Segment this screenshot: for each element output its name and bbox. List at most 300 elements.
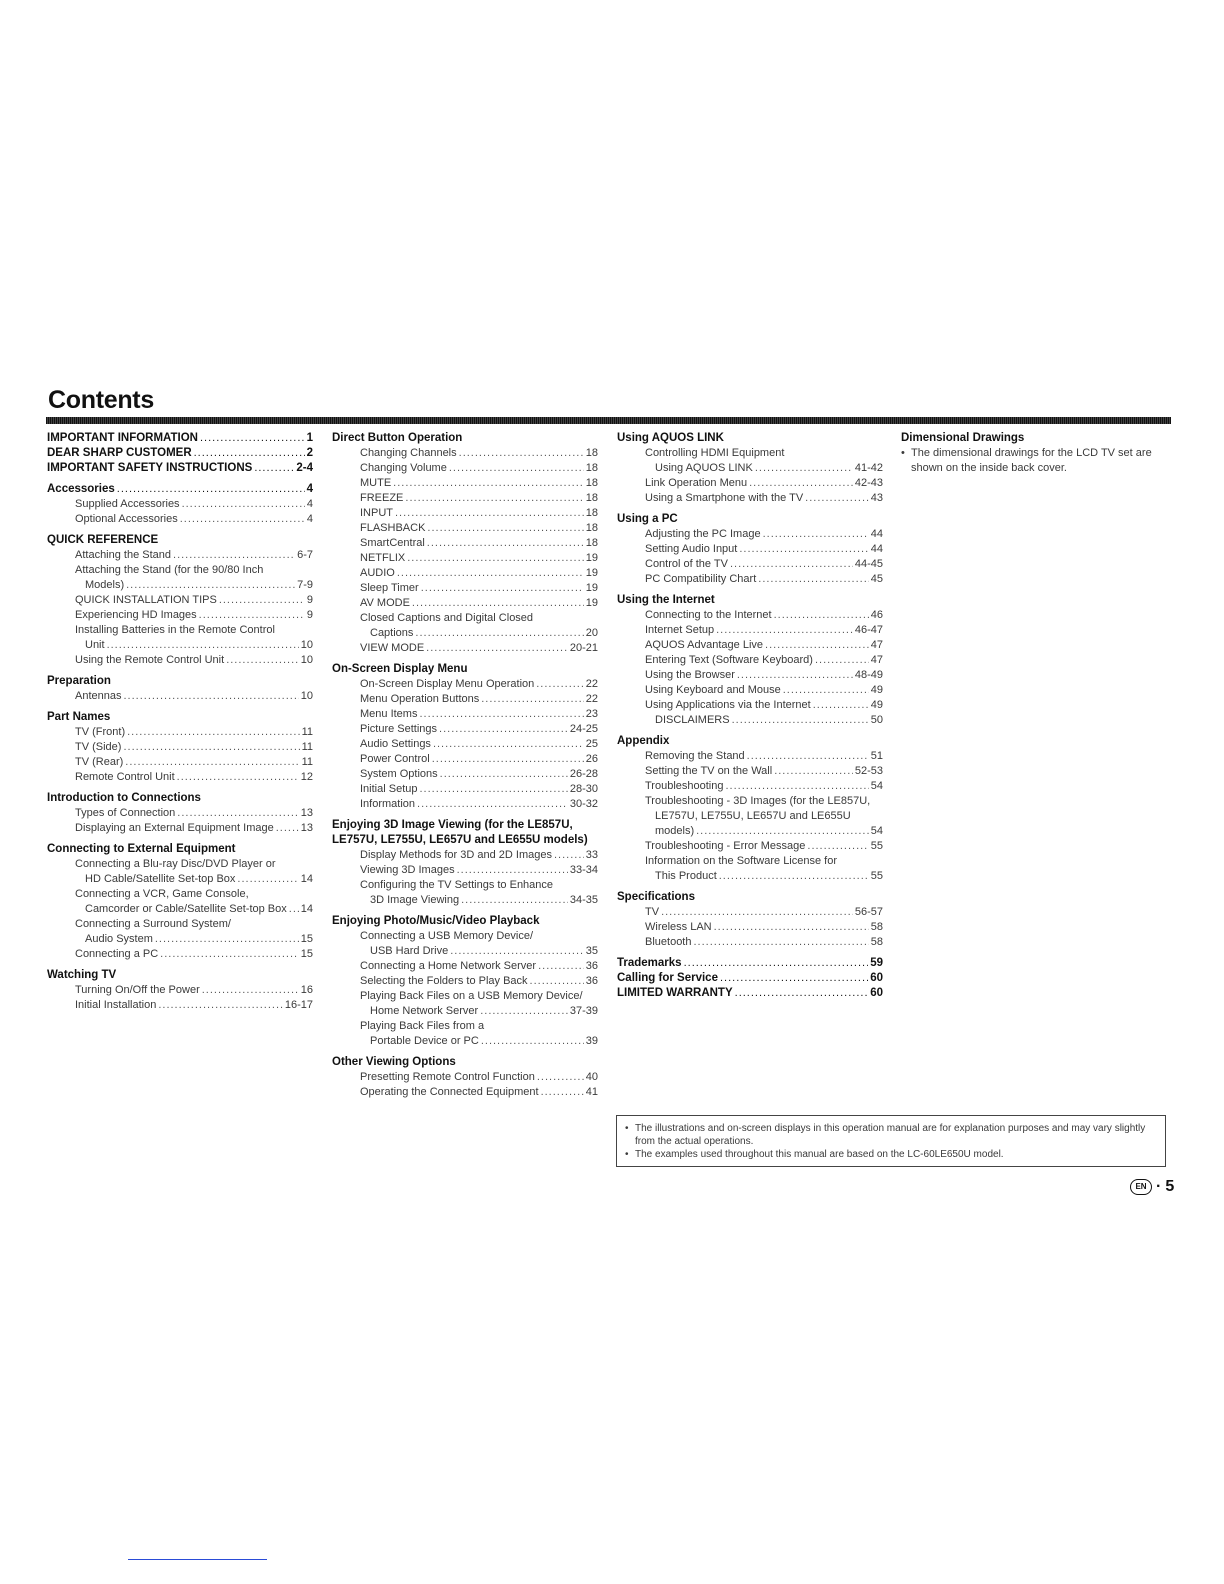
toc-entry[interactable] <box>47 638 313 653</box>
section-heading: Other Viewing Options <box>332 1056 456 1068</box>
toc-entry[interactable] <box>617 638 883 653</box>
toc-entry-title: Wireless LAN <box>645 921 712 933</box>
toc-entry-page: 30-32 <box>569 798 598 810</box>
section-heading: Introduction to Connections <box>47 792 201 804</box>
toc-entry-title: Using the Remote Control Unit <box>75 654 225 666</box>
toc-entry[interactable] <box>47 806 313 821</box>
toc-entry-title: TV (Front) <box>75 726 126 738</box>
toc-leader-dots <box>755 461 853 476</box>
toc-entry-title: Sleep Timer <box>360 582 419 594</box>
toc-entry-title: Changing Channels <box>360 447 457 459</box>
toc-entry[interactable] <box>332 848 598 863</box>
toc-section <box>332 1055 598 1100</box>
toc-entry-page: 15 <box>300 933 313 945</box>
toc-entry-page: 36 <box>585 975 598 987</box>
toc-entry[interactable] <box>617 764 883 779</box>
toc-entry-page: 24-25 <box>569 723 598 735</box>
toc-entry-title: DEAR SHARP CUSTOMER <box>47 447 192 459</box>
toc-entry-title: Remote Control Unit <box>75 771 175 783</box>
toc-entry[interactable] <box>617 779 883 794</box>
toc-entry-title: AV MODE <box>360 597 410 609</box>
toc-leader-dots <box>421 581 584 596</box>
toc-entry-title: Using a Smartphone with the TV <box>645 492 804 504</box>
toc-section <box>617 431 883 506</box>
toc-entry-page: 36 <box>585 960 598 972</box>
toc-entry-title: DISCLAIMERS <box>655 714 730 726</box>
toc-entry-title: Controlling HDMI Equipment <box>645 447 785 459</box>
toc-entry-title: Setting Audio Input <box>645 543 738 555</box>
section-heading: LE757U, LE755U, LE657U and LE655U models) <box>332 834 588 846</box>
toc-entry-title: PC Compatibility Chart <box>645 573 757 585</box>
toc-entry-title: Displaying an External Equipment Image <box>75 822 274 834</box>
toc-entry-title: Audio Settings <box>360 738 431 750</box>
toc-leader-dots <box>693 935 868 950</box>
section-heading: Appendix <box>617 735 670 747</box>
toc-entry[interactable] <box>332 1085 598 1100</box>
toc-entry-title: Accessories <box>47 483 115 495</box>
toc-leader-dots <box>735 986 869 1001</box>
toc-leader-dots <box>219 593 305 608</box>
toc-entry[interactable] <box>47 431 313 446</box>
toc-entry[interactable] <box>617 476 883 491</box>
toc-entry[interactable] <box>47 578 313 593</box>
toc-entry-page: 56-57 <box>854 906 883 918</box>
toc-entry[interactable] <box>617 683 883 698</box>
toc-entry-title: Link Operation Menu <box>645 477 748 489</box>
toc-entry-title: Installing Batteries in the Remote Control <box>75 624 275 636</box>
toc-entry-page: 11 <box>301 741 313 753</box>
toc-entry[interactable] <box>47 608 313 623</box>
toc-entry[interactable] <box>617 572 883 587</box>
toc-entry[interactable] <box>47 653 313 668</box>
toc-entry[interactable] <box>332 707 598 722</box>
toc-leader-dots <box>815 653 869 668</box>
section-heading: Using AQUOS LINK <box>617 432 724 444</box>
toc-entry[interactable] <box>332 767 598 782</box>
toc-entry[interactable] <box>332 959 598 974</box>
toc-leader-dots <box>407 551 584 566</box>
toc-entry-title: Setting the TV on the Wall <box>645 765 773 777</box>
toc-entry[interactable] <box>617 461 883 476</box>
toc-entry[interactable] <box>617 491 883 506</box>
toc-leader-dots <box>158 998 283 1013</box>
toc-entry-page: 14 <box>300 903 313 915</box>
toc-leader-dots <box>554 848 584 863</box>
toc-entry-title: Picture Settings <box>360 723 438 735</box>
toc-entry-title: TV (Side) <box>75 741 122 753</box>
toc-entry[interactable] <box>617 653 883 668</box>
toc-entry-title: Antennas <box>75 690 122 702</box>
toc-entry[interactable] <box>617 935 883 950</box>
notes-box <box>616 1115 1166 1167</box>
toc-entry[interactable] <box>617 920 883 935</box>
toc-leader-dots <box>481 1034 584 1049</box>
toc-entry-title: Closed Captions and Digital Closed <box>360 612 534 624</box>
toc-entry[interactable] <box>332 626 598 641</box>
toc-entry-title: Experiencing HD Images <box>75 609 197 621</box>
toc-entry[interactable] <box>332 551 598 566</box>
toc-entry-page: 49 <box>870 699 883 711</box>
toc-entry-page: 60 <box>870 972 883 984</box>
toc-leader-dots <box>763 527 869 542</box>
toc-entry-page: 42-43 <box>854 477 883 489</box>
toc-leader-dots <box>123 740 299 755</box>
toc-entry[interactable] <box>332 677 598 692</box>
toc-section <box>47 842 313 962</box>
toc-entry-title: Menu Items <box>360 708 418 720</box>
toc-entry[interactable] <box>332 863 598 878</box>
toc-section <box>47 482 313 527</box>
toc-entry-page: 16 <box>300 984 313 996</box>
toc-leader-dots <box>696 824 869 839</box>
toc-entry[interactable] <box>47 770 313 785</box>
toc-leader-dots <box>714 920 869 935</box>
toc-entry-title: Using Keyboard and Mouse <box>645 684 781 696</box>
toc-leader-dots <box>177 806 298 821</box>
toc-leader-dots <box>419 707 583 722</box>
toc-leader-dots <box>173 548 295 563</box>
toc-leader-dots <box>126 578 295 593</box>
toc-entry-title: Connecting a USB Memory Device/ <box>360 930 534 942</box>
toc-entry[interactable] <box>47 446 313 461</box>
toc-entry-title: Viewing 3D Images <box>360 864 455 876</box>
toc-leader-dots <box>536 677 584 692</box>
toc-leader-dots <box>226 653 299 668</box>
section-heading: QUICK REFERENCE <box>47 534 159 546</box>
toc-section <box>47 674 313 704</box>
toc-entry-page: 13 <box>300 807 313 819</box>
toc-leader-dots <box>716 623 853 638</box>
toc-entry-title: SmartCentral <box>360 537 425 549</box>
toc-entry-title: Initial Installation <box>75 999 157 1011</box>
toc-entry-page: 9 <box>306 609 313 621</box>
toc-entry-title: Internet Setup <box>645 624 715 636</box>
toc-entry[interactable] <box>332 581 598 596</box>
toc-entry[interactable] <box>617 749 883 764</box>
toc-section <box>332 914 598 1049</box>
toc-leader-dots <box>758 572 868 587</box>
toc-entry-page: 25 <box>585 738 598 750</box>
toc-entry[interactable] <box>617 527 883 542</box>
toc-entry[interactable] <box>47 497 313 512</box>
toc-entry[interactable] <box>47 512 313 527</box>
toc-entry[interactable] <box>47 902 313 917</box>
toc-leader-dots <box>749 476 853 491</box>
toc-entry[interactable] <box>617 623 883 638</box>
toc-entry[interactable] <box>617 986 883 1001</box>
toc-entry-page: 33-34 <box>569 864 598 876</box>
toc-entry[interactable] <box>332 641 598 656</box>
toc-leader-dots <box>427 521 583 536</box>
toc-leader-dots <box>417 797 568 812</box>
toc-entry[interactable] <box>332 752 598 767</box>
toc-leader-dots <box>739 542 868 557</box>
toc-leader-dots <box>461 893 568 908</box>
toc-entry-title: Initial Setup <box>360 783 418 795</box>
toc-leader-dots <box>737 668 853 683</box>
toc-leader-dots <box>393 476 584 491</box>
toc-leader-dots <box>199 608 305 623</box>
toc-leader-dots <box>661 905 853 920</box>
toc-leader-dots <box>182 497 305 512</box>
toc-entry-title: Information on the Software License for <box>645 855 837 867</box>
toc-entry-page: 58 <box>870 921 883 933</box>
toc-entry-title: Presetting Remote Control Function <box>360 1071 535 1083</box>
toc-leader-dots <box>177 770 299 785</box>
page-number-value: 5 <box>1165 1178 1175 1195</box>
toc-entry-title: FREEZE <box>360 492 404 504</box>
toc-leader-dots <box>412 596 584 611</box>
toc-entry-page: 55 <box>870 840 883 852</box>
toc-entry-title: AQUOS Advantage Live <box>645 639 764 651</box>
toc-entry[interactable] <box>332 692 598 707</box>
toc-entry-title: AUDIO <box>360 567 395 579</box>
toc-entry[interactable] <box>617 839 883 854</box>
toc-entry-title: TV (Rear) <box>75 756 124 768</box>
toc-leader-dots <box>747 749 869 764</box>
toc-leader-dots <box>415 626 583 641</box>
toc-entry[interactable] <box>47 725 313 740</box>
toc-entry[interactable] <box>332 1070 598 1085</box>
toc-entry[interactable] <box>332 446 598 461</box>
toc-entry-title: Unit <box>85 639 105 651</box>
toc-entry[interactable] <box>332 944 598 959</box>
section-heading: Direct Button Operation <box>332 432 463 444</box>
toc-entry[interactable] <box>47 821 313 836</box>
page-number <box>1130 1178 1174 1196</box>
toc-leader-dots <box>541 1085 584 1100</box>
toc-leader-dots <box>450 944 584 959</box>
toc-entry-title: Models) <box>85 579 125 591</box>
toc-section <box>332 662 598 812</box>
toc-entry-page: 52-53 <box>854 765 883 777</box>
toc-entry-title: Menu Operation Buttons <box>360 693 480 705</box>
toc-entry[interactable] <box>47 872 313 887</box>
toc-leader-dots <box>807 839 868 854</box>
toc-entry[interactable] <box>332 536 598 551</box>
toc-entry-page: 26 <box>585 753 598 765</box>
toc-entry-title: Connecting a Home Network Server <box>360 960 537 972</box>
toc-section <box>47 791 313 836</box>
toc-entry-title: Optional Accessories <box>75 513 178 525</box>
toc-entry[interactable] <box>617 869 883 884</box>
toc-entry-page: 18 <box>585 477 598 489</box>
page-title: Contents <box>48 386 154 414</box>
toc-entry-page: 48-49 <box>854 669 883 681</box>
toc-entry-title: 3D Image Viewing <box>370 894 460 906</box>
toc-entry-title: Bluetooth <box>645 936 692 948</box>
toc-entry-title: Playing Back Files from a <box>360 1020 485 1032</box>
toc-leader-dots <box>432 752 584 767</box>
toc-entry-title: Information <box>360 798 416 810</box>
toc-entry-page: 19 <box>585 582 598 594</box>
toc-entry-page: 20 <box>585 627 598 639</box>
toc-entry-page: 6-7 <box>297 549 313 561</box>
toc-entry[interactable] <box>617 956 883 971</box>
toc-entry-page: 47 <box>870 639 883 651</box>
toc-entry-page: 9 <box>306 594 313 606</box>
toc-entry[interactable] <box>332 893 598 908</box>
toc-leader-dots <box>805 491 869 506</box>
toc-entry[interactable] <box>47 983 313 998</box>
page-dot: · <box>1156 1178 1162 1195</box>
toc-section <box>332 818 598 908</box>
section-heading: Watching TV <box>47 969 117 981</box>
toc-entry[interactable] <box>617 824 883 839</box>
toc-entry-title: Configuring the TV Settings to Enhance <box>360 879 554 891</box>
toc-leader-dots <box>237 872 298 887</box>
toc-entry[interactable] <box>617 698 883 713</box>
toc-entry-title: Using Applications via the Internet <box>645 699 811 711</box>
toc-entry[interactable] <box>332 797 598 812</box>
toc-entry-page: 18 <box>585 492 598 504</box>
toc-entry-title: Removing the Stand <box>645 750 745 762</box>
toc-leader-dots <box>202 983 299 998</box>
toc-entry-page: 4 <box>306 483 313 495</box>
toc-entry-title: Supplied Accessories <box>75 498 180 510</box>
toc-leader-dots <box>427 536 584 551</box>
dimensional-drawings-section <box>901 431 1161 476</box>
toc-leader-dots <box>180 512 305 527</box>
toc-entry-page: 16-17 <box>284 999 313 1011</box>
toc-section <box>47 431 313 476</box>
toc-entry[interactable] <box>47 932 313 947</box>
toc-entry[interactable] <box>617 608 883 623</box>
toc-entry-page: 18 <box>585 507 598 519</box>
toc-entry-page: 19 <box>585 567 598 579</box>
toc-entry-page: 44 <box>870 528 883 540</box>
toc-entry-title: Using AQUOS LINK <box>655 462 753 474</box>
toc-leader-dots <box>725 779 868 794</box>
toc-entry[interactable] <box>47 755 313 770</box>
toc-entry[interactable] <box>332 1034 598 1049</box>
toc-column-2 <box>332 431 598 1100</box>
toc-entry-page: 58 <box>870 936 883 948</box>
toc-entry-page: 46-47 <box>854 624 883 636</box>
toc-entry-title: Home Network Server <box>370 1005 479 1017</box>
toc-entry[interactable] <box>332 491 598 506</box>
toc-entry-page: 11 <box>301 756 313 768</box>
toc-entry-title: Adjusting the PC Image <box>645 528 761 540</box>
toc-entry-page: 50 <box>870 714 883 726</box>
toc-entry-title: INPUT <box>360 507 393 519</box>
toc-leader-dots <box>538 959 584 974</box>
toc-entry[interactable] <box>617 542 883 557</box>
toc-leader-dots <box>774 608 869 623</box>
toc-leader-dots <box>395 506 584 521</box>
toc-entry-title: Using the Browser <box>645 669 735 681</box>
toc-entry[interactable] <box>47 461 313 476</box>
toc-entry-page: 33 <box>585 849 598 861</box>
toc-leader-dots <box>481 692 584 707</box>
toc-entry[interactable] <box>332 722 598 737</box>
toc-entry-page: 41 <box>585 1086 598 1098</box>
toc-leader-dots <box>405 491 583 506</box>
toc-entry-page: 1 <box>306 432 313 444</box>
toc-entry-page: 35 <box>585 945 598 957</box>
toc-entry-page: 11 <box>301 726 313 738</box>
toc-entry-page: 22 <box>585 678 598 690</box>
toc-entry-page: 41-42 <box>854 462 883 474</box>
toc-leader-dots <box>783 683 869 698</box>
toc-entry[interactable] <box>332 476 598 491</box>
toc-entry-title: Connecting a PC <box>75 948 159 960</box>
toc-entry[interactable] <box>47 689 313 704</box>
toc-entry[interactable] <box>332 596 598 611</box>
toc-entry[interactable] <box>47 998 313 1013</box>
toc-section <box>617 956 883 1001</box>
toc-entry-page: 34-35 <box>569 894 598 906</box>
toc-entry-page: 54 <box>870 780 883 792</box>
toc-entry[interactable] <box>617 668 883 683</box>
toc-entry[interactable] <box>332 737 598 752</box>
toc-leader-dots <box>419 782 567 797</box>
toc-leader-dots <box>720 971 868 986</box>
toc-leader-dots <box>397 566 584 581</box>
toc-entry-page: 47 <box>870 654 883 666</box>
toc-section <box>332 431 598 656</box>
toc-entry-page: 49 <box>870 684 883 696</box>
toc-entry-page: 22 <box>585 693 598 705</box>
toc-leader-dots <box>449 461 584 476</box>
toc-entry-page: 12 <box>300 771 313 783</box>
toc-entry-title: VIEW MODE <box>360 642 425 654</box>
toc-entry-title: FLASHBACK <box>360 522 426 534</box>
toc-leader-dots <box>127 725 299 740</box>
toc-entry[interactable] <box>332 1004 598 1019</box>
toc-entry[interactable] <box>47 740 313 755</box>
section-heading: Dimensional Drawings <box>901 432 1025 444</box>
toc-entry-page: 14 <box>300 873 313 885</box>
toc-entry[interactable] <box>47 482 313 497</box>
note-item: • The examples used throughout this manual are based on the LC-60LE650U model. <box>625 1148 1153 1161</box>
toc-entry[interactable] <box>47 548 313 563</box>
section-heading: Preparation <box>47 675 111 687</box>
toc-entry-title: QUICK INSTALLATION TIPS <box>75 594 217 606</box>
toc-leader-dots <box>765 638 869 653</box>
toc-entry-page: 15 <box>300 948 313 960</box>
toc-entry-page: 40 <box>585 1071 598 1083</box>
toc-entry[interactable] <box>332 521 598 536</box>
toc-entry-title: Captions <box>370 627 414 639</box>
toc-entry-title: Selecting the Folders to Play Back <box>360 975 528 987</box>
toc-entry-page: 10 <box>300 639 313 651</box>
toc-section <box>617 512 883 587</box>
toc-entry-title: This Product <box>655 870 717 882</box>
toc-entry-page: 26-28 <box>569 768 598 780</box>
toc-entry-title: System Options <box>360 768 438 780</box>
toc-entry[interactable] <box>332 974 598 989</box>
toc-entry-page: 51 <box>870 750 883 762</box>
toc-entry[interactable] <box>332 566 598 581</box>
toc-entry[interactable] <box>617 971 883 986</box>
toc-entry[interactable] <box>332 782 598 797</box>
toc-section <box>617 593 883 728</box>
toc-entry-title: USB Hard Drive <box>370 945 449 957</box>
toc-section <box>47 710 313 785</box>
toc-entry-title: models) <box>655 825 695 837</box>
toc-entry[interactable] <box>617 713 883 728</box>
toc-entry[interactable] <box>332 506 598 521</box>
toc-entry[interactable] <box>332 461 598 476</box>
toc-entry[interactable] <box>617 905 883 920</box>
toc-entry[interactable] <box>47 593 313 608</box>
toc-entry[interactable] <box>617 557 883 572</box>
toc-entry[interactable] <box>47 947 313 962</box>
section-heading: Part Names <box>47 711 111 723</box>
section-heading: Enjoying Photo/Music/Video Playback <box>332 915 540 927</box>
dimensional-note: • The dimensional drawings for the LCD TV set are shown on the inside back cover. <box>901 446 1161 476</box>
